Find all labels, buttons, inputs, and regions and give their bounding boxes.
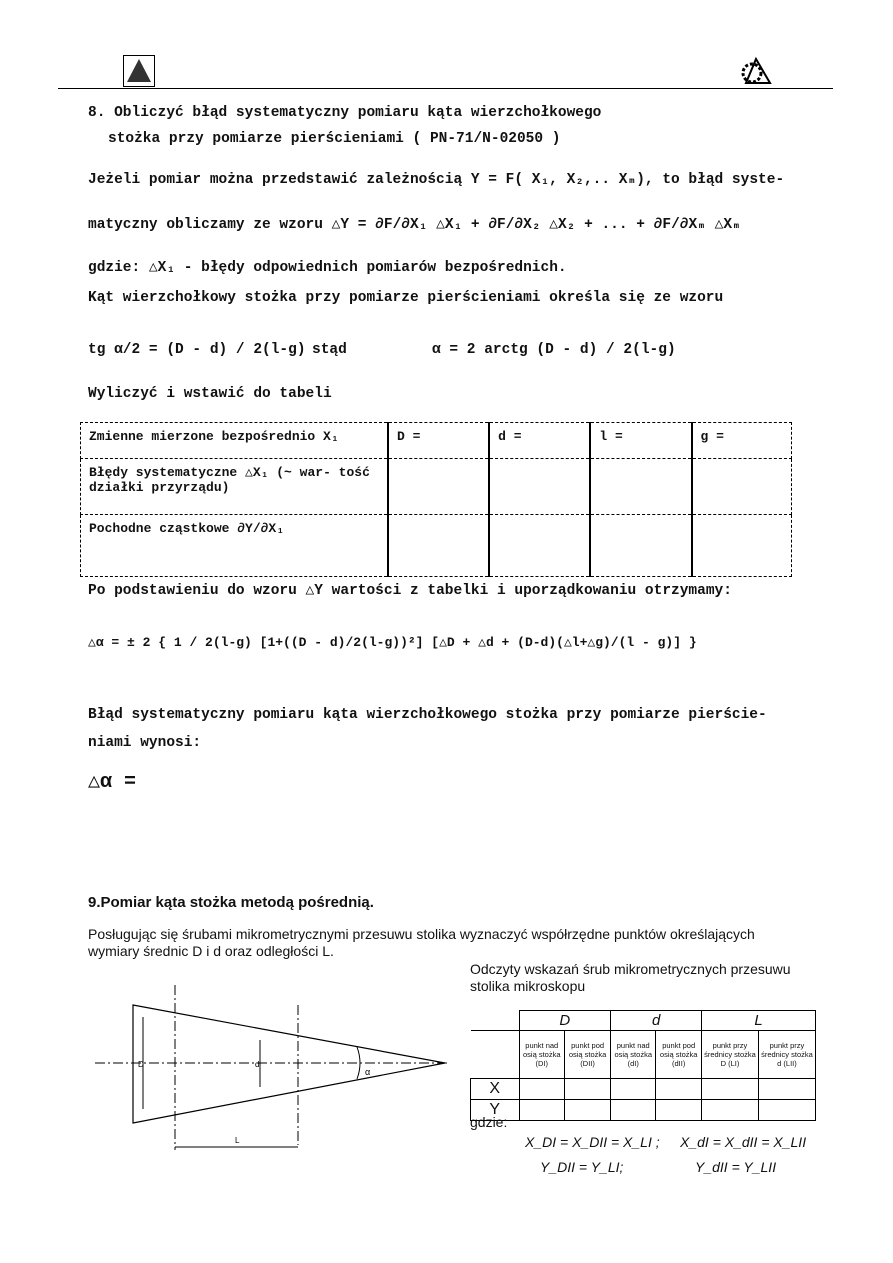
s9-p2: wymiary średnic D i d oraz odległości L.	[88, 943, 334, 959]
eq2: X_dI = X_dII = X_LII	[680, 1134, 807, 1150]
s8-p5: Wyliczyć i wstawić do tabeli	[88, 386, 332, 402]
label-d: d	[255, 1060, 260, 1069]
cell-D[interactable]: D =	[388, 423, 489, 459]
left-logo-icon	[123, 55, 155, 87]
label-alpha: α	[365, 1067, 371, 1077]
eq3: Y_DII = Y_LI;	[540, 1159, 624, 1175]
s8-title: 8. Obliczyć błąd systematyczny pomiaru kąta wierzchołkowego	[88, 105, 602, 121]
subheader: punkt przy średnicy stożka d (LII)	[758, 1031, 815, 1079]
s8-title-2: stożka przy pomiarze pierścieniami ( PN-71/N-02050 )	[108, 131, 561, 147]
row-Y: Y	[471, 1100, 520, 1121]
subheader: punkt nad osią stożka (dI)	[611, 1031, 656, 1079]
s9-r2: stolika mikroskopu	[470, 978, 586, 994]
cell-label: Błędy systematyczne △X₁ (~ war- tość działki przyrządu)	[81, 459, 389, 515]
label-L: L	[235, 1136, 240, 1145]
s8-p4: Kąt wierzchołkowy stożka przy pomiarze pierścieniami określa się ze wzoru	[88, 290, 724, 306]
readings-table	[470, 1010, 816, 1121]
subheader: punkt pod osią stożka (DII)	[565, 1031, 611, 1079]
formula-delta-alpha: △α = ± 2 { 1 / 2(l-g) [1+((D - d)/2(l-g))²] [△D + △d + (D-d)(△l+△g)/(l - g)] }	[88, 635, 697, 650]
label-D: D	[138, 1060, 144, 1069]
gdzie-label: gdzie:	[470, 1114, 508, 1130]
formula-stad: stąd	[312, 342, 347, 358]
cell-g[interactable]: g =	[692, 423, 792, 459]
s8-p2: matyczny obliczamy ze wzoru △Y = ∂F/∂X₁ △X₁ + ∂F/∂X₂ △X₂ + ... + ∂F/∂Xₘ △Xₘ	[88, 217, 741, 233]
s8-p1: Jeżeli pomiar można przedstawić zależnością Y = F( X₁, X₂,.. Xₘ), to błąd syste-	[88, 172, 785, 188]
subheader: punkt pod osią stożka (dII)	[656, 1031, 702, 1079]
s9-title: 9.Pomiar kąta stożka metodą pośrednią.	[88, 894, 374, 911]
s9-r1: Odczyty wskazań śrub mikrometrycznych przesuwu	[470, 961, 791, 977]
cone-diagram	[95, 985, 455, 1165]
formula-tg: tg α/2 = (D - d) / 2(l-g)	[88, 342, 306, 358]
cell-l[interactable]: l =	[590, 423, 691, 459]
s9-p1: Posługując się śrubami mikrometrycznymi przesuwu stolika wyznaczyć współrzędne punktów określających	[88, 926, 755, 942]
subheader: punkt przy średnicy stożka D (LI)	[702, 1031, 759, 1079]
formula-alpha: α = 2 arctg (D - d) / 2(l-g)	[432, 342, 676, 358]
cell-label: Zmienne mierzone bezpośrednio X₁	[81, 423, 389, 459]
group-D: D	[519, 1011, 611, 1031]
cell-d[interactable]: d =	[489, 423, 590, 459]
group-d: d	[611, 1011, 702, 1031]
s8-p3: gdzie: △X₁ - błędy odpowiednich pomiarów bezpośrednich.	[88, 260, 567, 276]
subheader: punkt nad osią stożka (DI)	[519, 1031, 565, 1079]
right-logo-icon	[740, 55, 770, 85]
s8-p8: niami wynosi:	[88, 735, 202, 751]
eq4: Y_dII = Y_LII	[695, 1159, 777, 1175]
eq1: X_DI = X_DII = X_LI ;	[525, 1134, 660, 1150]
group-L: L	[702, 1011, 816, 1031]
s8-p6: Po podstawieniu do wzoru △Y wartości z tabelki i uporządkowaniu otrzymamy:	[88, 583, 732, 599]
header-rule	[58, 88, 833, 89]
cell-label: Pochodne cząstkowe ∂Y/∂X₁	[81, 515, 389, 577]
derivatives-table	[80, 422, 792, 577]
s8-p7: Błąd systematyczny pomiaru kąta wierzchołkowego stożka przy pomiarze pierście-	[88, 707, 767, 723]
result-field[interactable]: △α =	[88, 771, 137, 794]
row-X: X	[471, 1079, 520, 1100]
